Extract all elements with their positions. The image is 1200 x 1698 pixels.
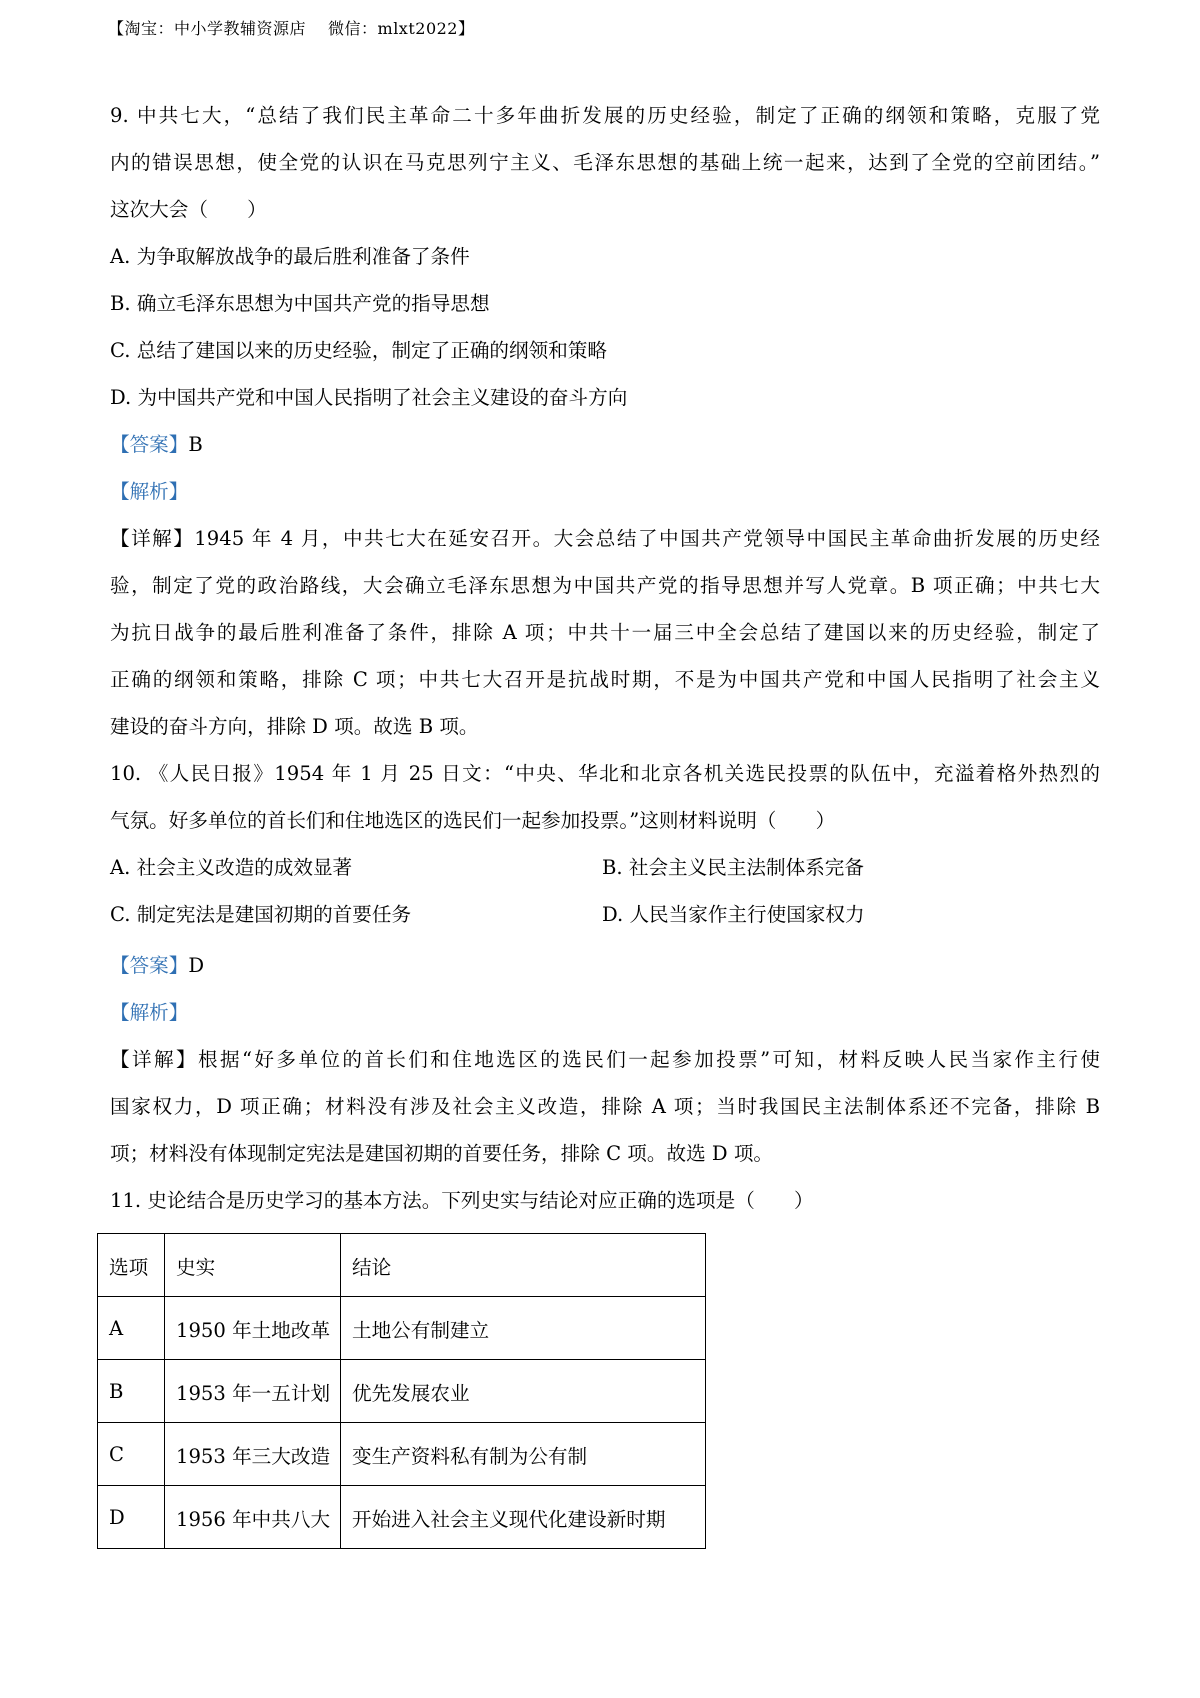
answer-tag: 【答案】	[110, 433, 189, 456]
q10-option-d: D. 人民当家作主行使国家权力	[602, 903, 865, 926]
shop-label: 【淘宝：中小学教辅资源店	[108, 19, 307, 38]
q10-detail-line-2: 国家权力，D 项正确；材料没有涉及社会主义改造，排除 A 项；当时我国民主法制体系还不完备，排除 B	[110, 1095, 1100, 1118]
q10-stem-line-1: 10. 《人民日报》1954 年 1 月 25 日文：“中央、华北和北京各机关选民投票的队伍中，充溢着格外热烈的	[110, 762, 1100, 785]
table-header-row	[98, 1234, 706, 1297]
table-cell: A	[98, 1297, 165, 1360]
table-cell: 土地公有制建立	[341, 1297, 706, 1360]
q9-detail-line-5: 建设的奋斗方向，排除 D 项。故选 B 项。	[110, 715, 479, 738]
q9-option-d: D. 为中国共产党和中国人民指明了社会主义建设的奋斗方向	[110, 386, 628, 409]
table-header-cell: 选项	[98, 1234, 165, 1297]
table-row	[98, 1486, 706, 1549]
answer-tag: 【答案】	[110, 954, 189, 977]
table-header-cell: 史实	[165, 1234, 341, 1297]
q9-stem-line-3: 这次大会（ ）	[110, 198, 267, 221]
q9-option-c: C. 总结了建国以来的历史经验，制定了正确的纲领和策略	[110, 339, 607, 362]
q11-stem: 11. 史论结合是历史学习的基本方法。下列史实与结论对应正确的选项是（ ）	[110, 1189, 814, 1212]
q10-detail-line-3: 项；材料没有体现制定宪法是建国初期的首要任务，排除 C 项。故选 D 项。	[110, 1142, 774, 1165]
answer-value: D	[188, 954, 205, 977]
q9-stem-line-1: 9. 中共七大，“总结了我们民主革命二十多年曲折发展的历史经验，制定了正确的纲领和策略，克服了党	[110, 104, 1100, 127]
q9-detail-line-2: 验，制定了党的政治路线，大会确立毛泽东思想为中国共产党的指导思想并写人党章。B 项正确；中共七大	[110, 574, 1100, 597]
q9-answer	[110, 431, 203, 459]
q10-option-c: C. 制定宪法是建国初期的首要任务	[110, 903, 412, 926]
table-cell: B	[98, 1360, 165, 1423]
q10-stem-line-2: 气氛。好多单位的首长们和住地选区的选民们一起参加投票。”这则材料说明（ ）	[110, 809, 836, 832]
q9-option-a: A. 为争取解放战争的最后胜利准备了条件	[110, 245, 470, 268]
table-cell: 1956 年中共八大	[165, 1486, 341, 1549]
answer-value: B	[188, 433, 203, 456]
table-header-cell: 结论	[341, 1234, 706, 1297]
facts-table	[97, 1233, 706, 1549]
table-row	[98, 1423, 706, 1486]
q9-detail-line-1: 【详解】1945 年 4 月，中共七大在延安召开。大会总结了中国共产党领导中国民主革命曲折发展的历史经	[110, 527, 1101, 550]
q9-analysis-tag: 【解析】	[110, 480, 189, 503]
q9-stem-line-2: 内的错误思想，使全党的认识在马克思列宁主义、毛泽东思想的基础上统一起来，达到了全党的空前团结。”	[110, 151, 1100, 174]
detail-tag: 【详解】	[110, 527, 195, 550]
wechat-label: 微信：mlxt2022】	[328, 19, 475, 38]
q10-option-b: B. 社会主义民主法制体系完备	[602, 856, 864, 879]
table-cell: 1953 年一五计划	[165, 1360, 341, 1423]
table-cell: 开始进入社会主义现代化建设新时期	[341, 1486, 706, 1549]
table-cell: 变生产资料私有制为公有制	[341, 1423, 706, 1486]
table-cell: 优先发展农业	[341, 1360, 706, 1423]
q10-analysis-tag: 【解析】	[110, 1001, 189, 1024]
q9-detail-line-3: 为抗日战争的最后胜利准备了条件，排除 A 项；中共十一届三中全会总结了建国以来的历史经验，制定了	[110, 621, 1100, 644]
q9-option-b: B. 确立毛泽东思想为中国共产党的指导思想	[110, 292, 490, 315]
table-row	[98, 1297, 706, 1360]
table-row	[98, 1360, 706, 1423]
q10-detail-line-1: 【详解】根据“好多单位的首长们和住地选区的选民们一起参加投票”可知，材料反映人民当家作主行使	[110, 1048, 1100, 1071]
q10-answer	[110, 952, 204, 980]
q10-option-a: A. 社会主义改造的成效显著	[110, 856, 353, 879]
detail-tag: 【详解】	[110, 1048, 198, 1071]
page-header	[108, 18, 474, 40]
q9-detail-line-4: 正确的纲领和策略，排除 C 项；中共七大召开是抗战时期，不是为中国共产党和中国人民指明了社会主义	[110, 668, 1100, 691]
table-cell: C	[98, 1423, 165, 1486]
table-cell: 1953 年三大改造	[165, 1423, 341, 1486]
table-cell: D	[98, 1486, 165, 1549]
table-cell: 1950 年土地改革	[165, 1297, 341, 1360]
